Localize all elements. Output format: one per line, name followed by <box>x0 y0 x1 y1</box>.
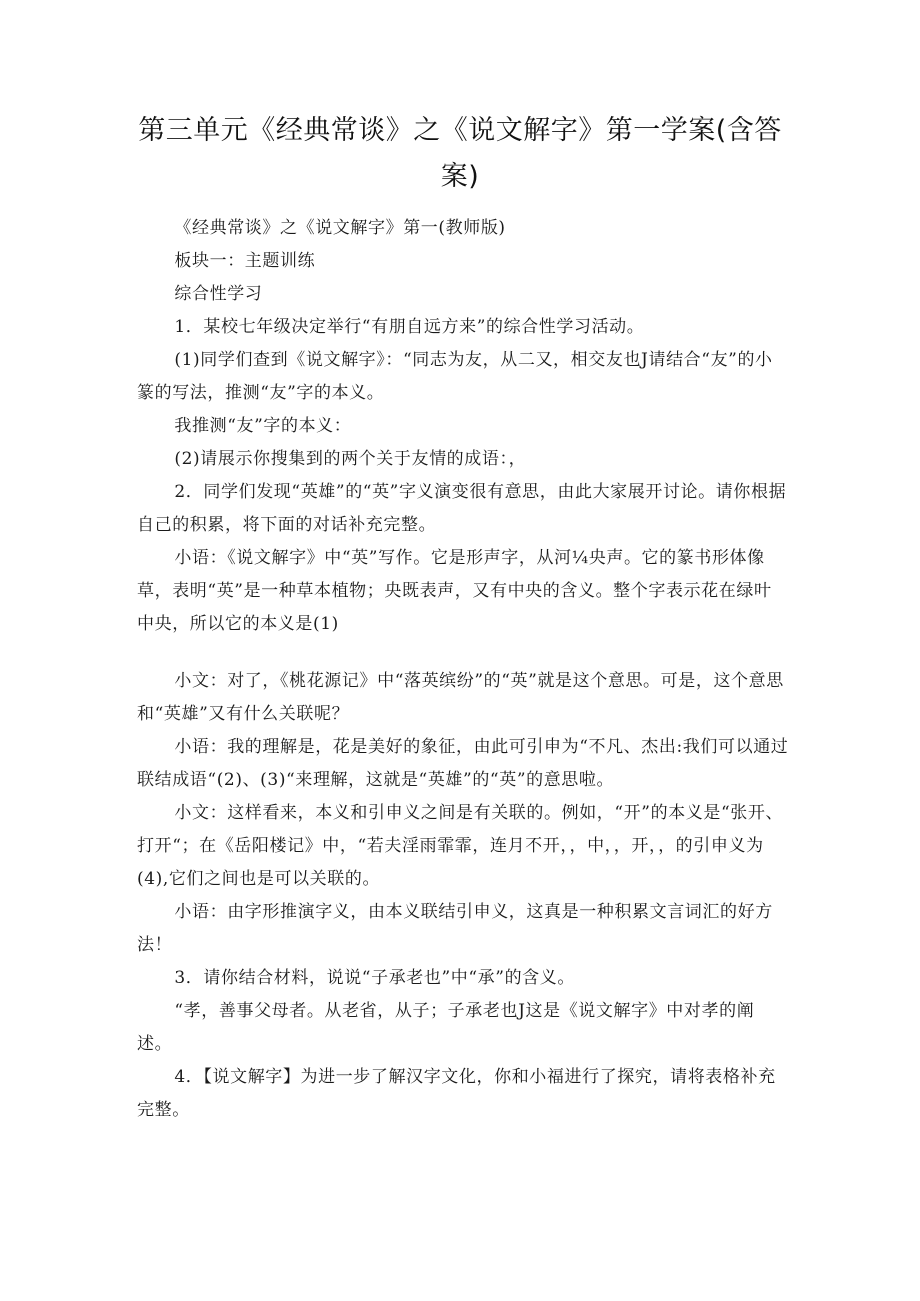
paragraph-dialog-1: 小语：《说文解字》中“英”写作。它是形声字，从河¼央声。它的篆书形体像草，表明“英”是一种草本植物；央既表声，又有中央的含义。整个字表示花在绿叶中央，所以它的本义是(1) <box>137 548 772 634</box>
paragraph-subtitle: 《经典常谈》之《说文解字》第一(教师版) <box>174 218 506 238</box>
document-body <box>137 212 789 1127</box>
paragraph-dialog-5: 小语：由字形推演字义，由本义联结引申义，这真是一种积累文言词汇的好方法！ <box>137 902 773 955</box>
paragraph-q2: 2．同学们发现“英雄”的“英”字义演变很有意思，由此大家展开讨论。请你根据自己的积累，将下面的对话补充完整。 <box>137 482 787 535</box>
paragraph-category: 综合性学习 <box>174 284 263 304</box>
paragraph-section: 板块一：主题训练 <box>174 251 316 271</box>
paragraph-q1: 1．某校七年级决定举行“有朋自远方来”的综合性学习活动。 <box>174 317 645 337</box>
paragraph-q1-guess: 我推测“友”字的本义： <box>174 416 352 436</box>
paragraph-q3: 3．请你结合材料，说说“子承老也”中“承”的含义。 <box>174 968 575 988</box>
paragraph-dialog-2: 小文：对了，《桃花源记》中“落英缤纷”的“英”就是这个意思。可是，这个意思和“英雄”又有什么关联呢？ <box>137 671 784 724</box>
document-title: 第三单元《经典常谈》之《说文解字》第一学案(含答案) <box>138 115 782 192</box>
paragraph-q1-part1: (1)同学们查到《说文解字》：“同志为友，从二又，相交友也J请结合“友”的小篆的写法，推测“友”字的本义。 <box>137 350 773 403</box>
paragraph-q3-material: “孝，善事父母者。从老省，从子；子承老也J这是《说文解字》中对孝的阐述。 <box>137 1001 755 1054</box>
paragraph-dialog-4: 小文：这样看来，本义和引申义之间是有关联的。例如，“开”的本义是“张开、打开“；在《岳阳楼记》中，“若夫淫雨霏霏，连月不开，，中，，开，，的引申义为(4),它们之间也是可以关联的。 <box>137 803 784 889</box>
paragraph-q4: 4．【说文解字】为进一步了解汉字文化，你和小福进行了探究，请将表格补充完整。 <box>137 1067 776 1120</box>
paragraph-q1-part2: (2)请展示你搜集到的两个关于友情的成语：， <box>174 449 527 469</box>
paragraph-dialog-3: 小语：我的理解是，花是美好的象征，由此可引申为“不凡、杰出:我们可以通过联结成语“(2)、(3)“来理解，这就是“英雄”的“英”的意思啦。 <box>137 737 789 790</box>
